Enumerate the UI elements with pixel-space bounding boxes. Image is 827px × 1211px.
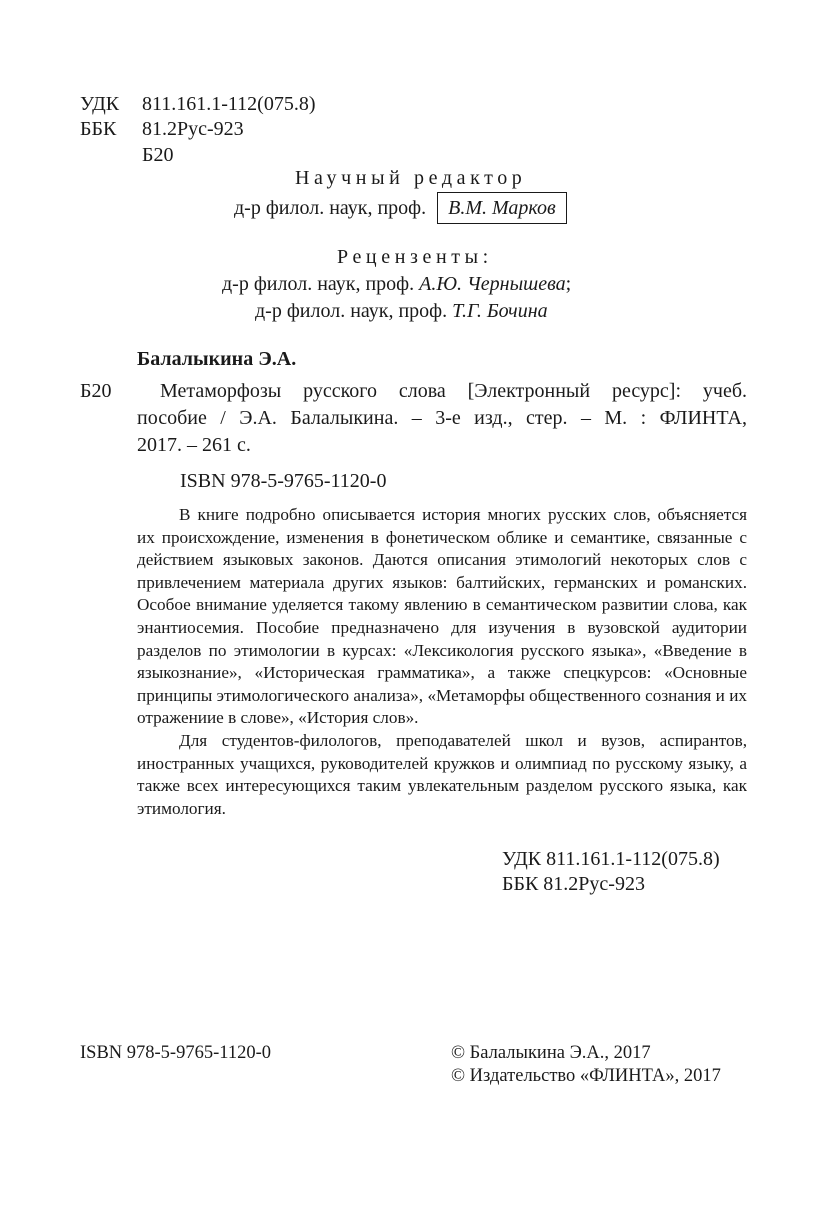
copyright-author: © Балалыкина Э.А., 2017 [451, 1043, 651, 1063]
editor-line [234, 192, 567, 224]
abstract [137, 504, 747, 820]
abstract-paragraph-2: Для студентов-филологов, преподавателей школ и вузов, аспирантов, иностранных учащихся, руководителей кружков и олимпиад по русскому языку, а также всех интересующихся таким увлекательным разделом русского языка, как этимология. [137, 730, 747, 818]
bbk-header-value: 81.2Рус-923 [142, 118, 244, 140]
udk-header-value: 811.161.1-112(075.8) [142, 93, 316, 115]
entry-isbn: ISBN 978-5-9765-1120-0 [180, 470, 387, 492]
author-mark-header: Б20 [142, 144, 174, 166]
reviewer-2-name: Т.Г. Бочина [452, 300, 548, 322]
abstract-paragraph-1: В книге подробно описывается история многих русских слов, объясняется их происхождение, изменения в фонетическом облике и семантике, связанные с действием языковых законов. Даются описания этимологий некоторых слов с привлечением материала других языков: балтийских, германских и романских. Особое внимание уделяется такому явлению в семантическом развитии слова, как энантиосемия. Пособие предназначено для изучения в вузовской аудитории разделов по этимологии в курсах: «Лексикология русского языка», «Введение в языкознание», «Историческая грамматика», а также спецкурсов: «Основные принципы этимологического анализа», «Метаморфы общественного сознания и их отражениие в слове», «История слов». [137, 505, 747, 728]
reviewer-2 [255, 297, 548, 325]
entry-mark: Б20 [80, 380, 112, 402]
entry-author: Балалыкина Э.А. [137, 348, 297, 370]
reviewer-1-suffix: ; [565, 273, 572, 295]
reviewer-1-name: А.Ю. Чернышева [419, 273, 566, 295]
reviewer-1 [222, 270, 571, 298]
reviewer-2-prefix: д-р филол. наук, проф. [255, 300, 448, 322]
entry-line-2: пособие / Э.А. Балалыкина. – 3-е изд., стер. – М. : ФЛИНТА, [137, 407, 747, 429]
entry-line-1: Метаморфозы русского слова [Электронный ресурс]: учеб. [160, 380, 747, 402]
entry-line-3: 2017. – 261 с. [137, 434, 251, 456]
editor-name-box: В.М. Марков [437, 192, 567, 224]
editor-prefix: д-р филол. наук, проф. [234, 197, 427, 219]
udk-header-label: УДК [80, 93, 120, 115]
reviewer-1-prefix: д-р филол. наук, проф. [222, 273, 415, 295]
reviewers-heading: Рецензенты: [337, 246, 493, 268]
bbk-header-label: ББК [80, 118, 117, 140]
classification-udk: УДК 811.161.1-112(075.8) [502, 848, 720, 870]
classification-bbk: ББК 81.2Рус-923 [502, 873, 645, 895]
footer-isbn: ISBN 978-5-9765-1120-0 [80, 1043, 271, 1063]
copyright-publisher: © Издательство «ФЛИНТА», 2017 [451, 1066, 721, 1086]
editor-heading: Научный редактор [295, 167, 527, 189]
